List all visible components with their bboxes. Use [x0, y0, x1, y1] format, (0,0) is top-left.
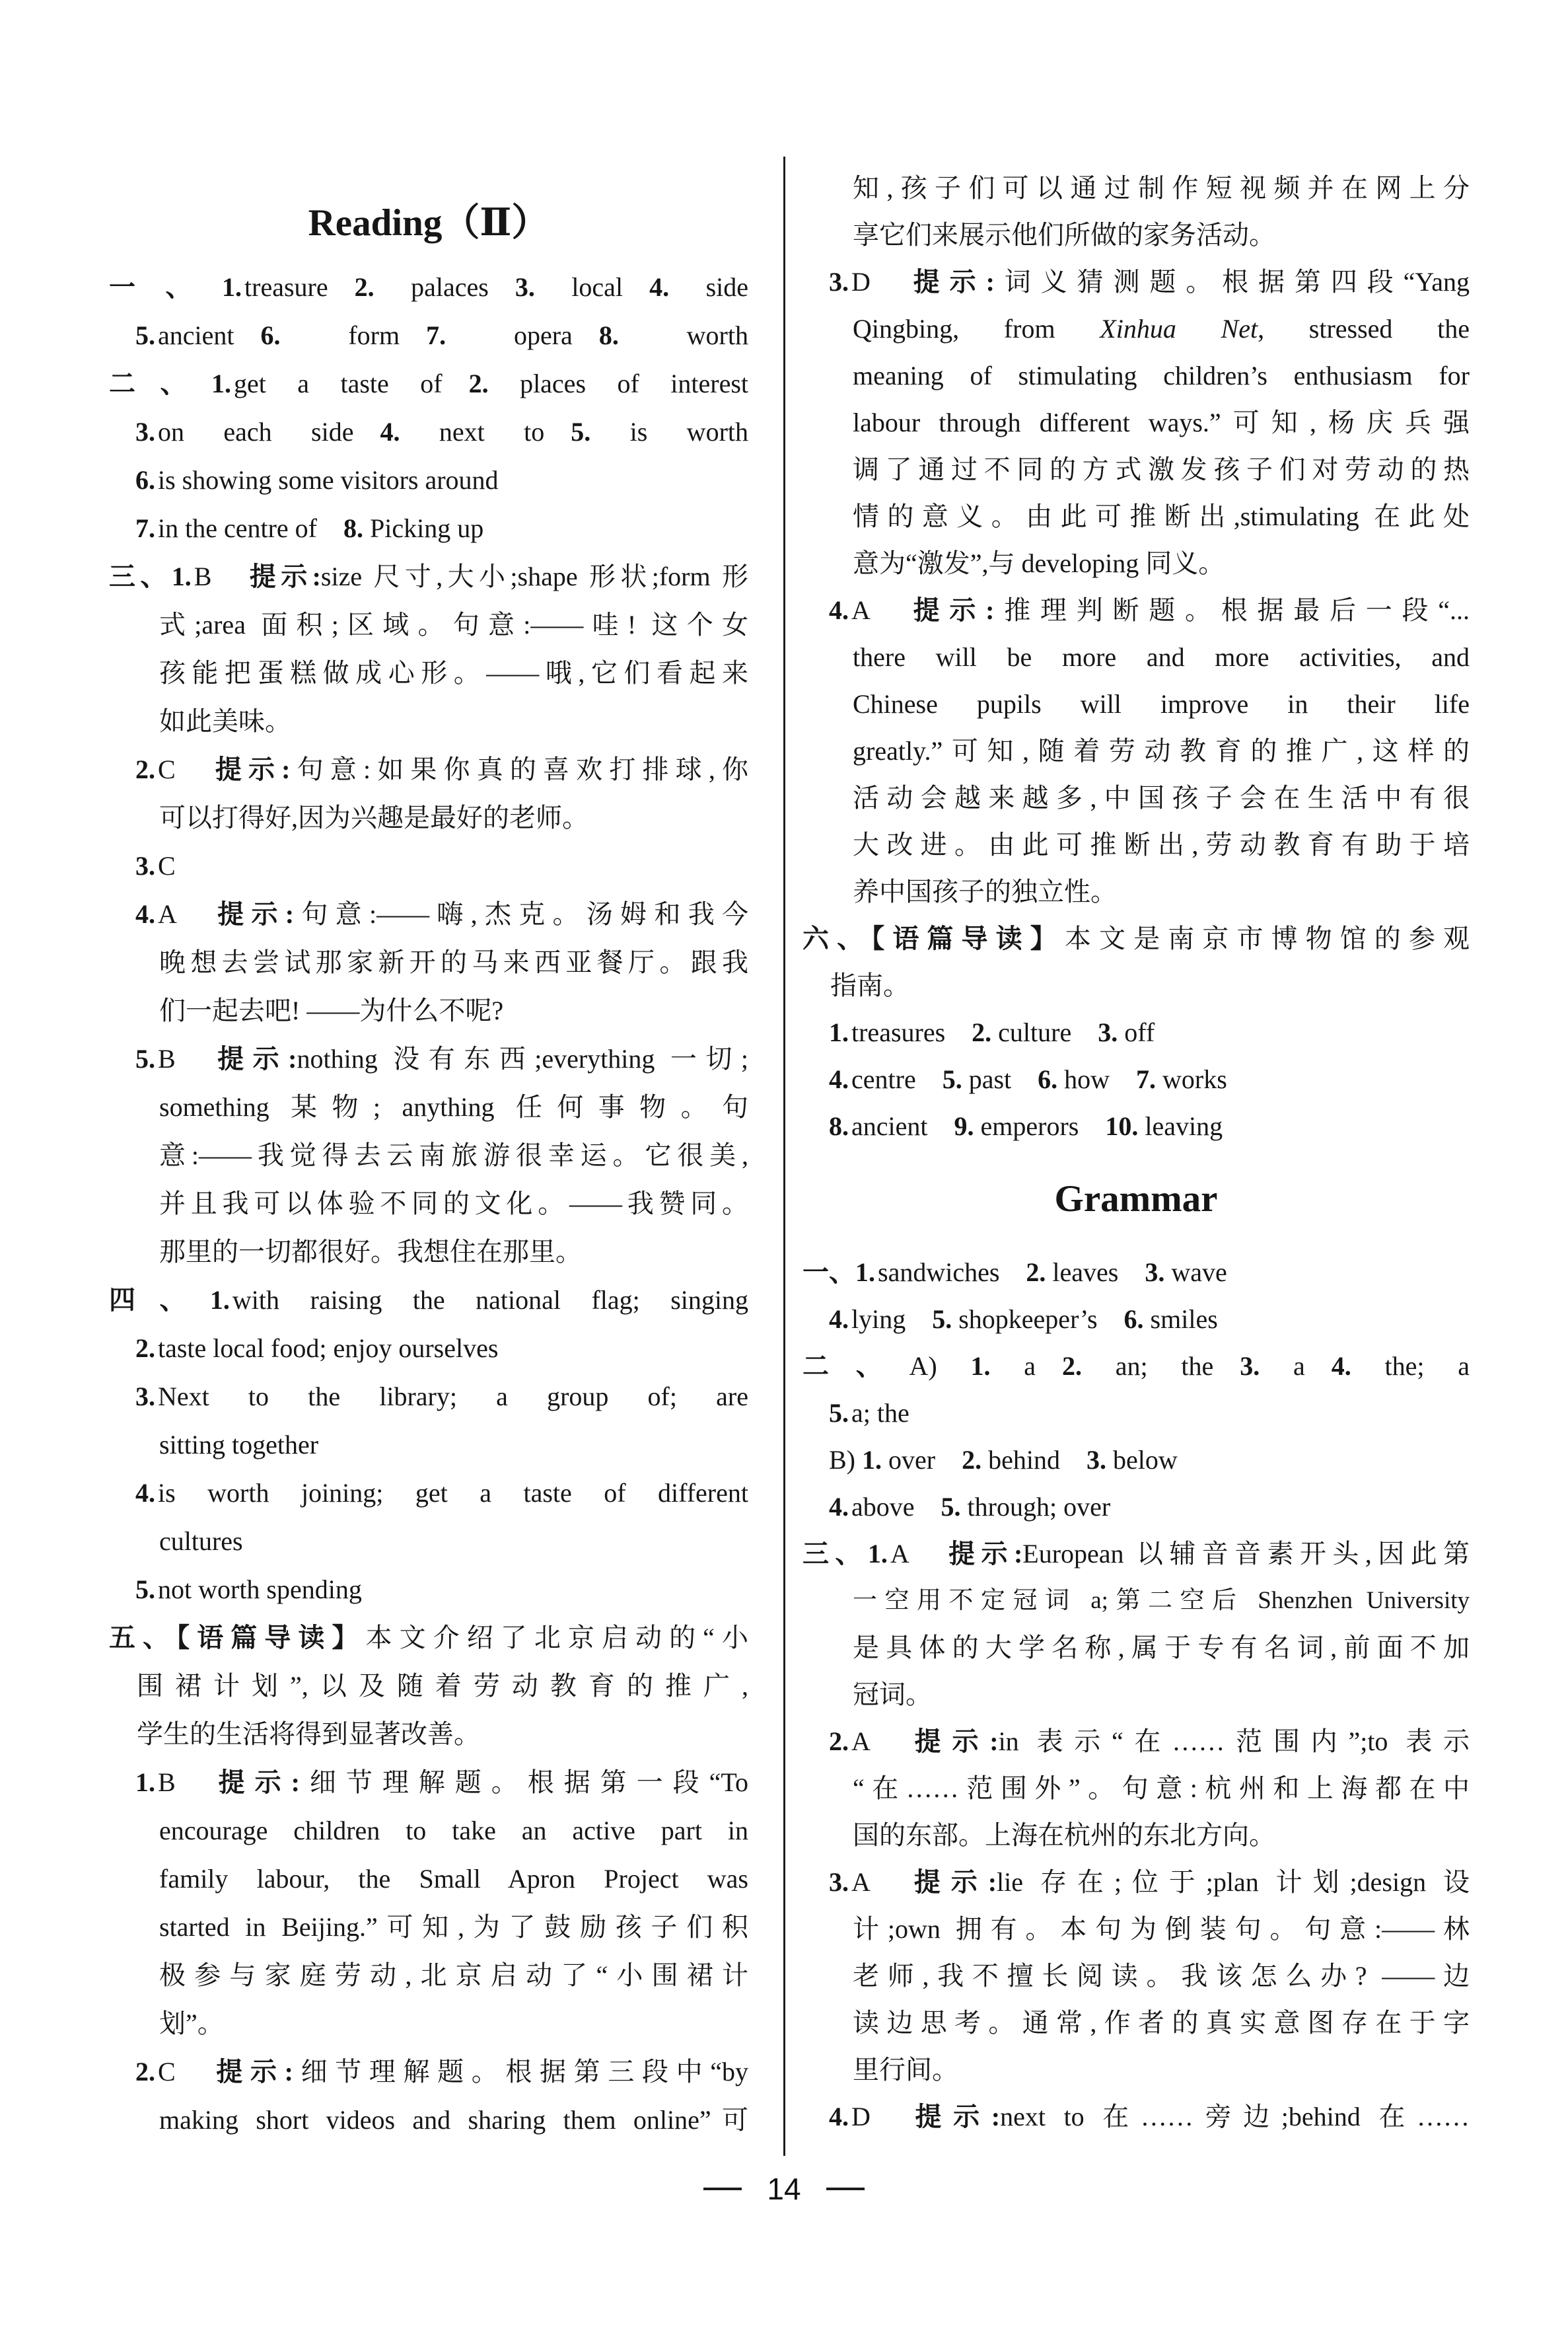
section-marker: 六、: [802, 924, 872, 953]
text-segment: 享它们来展示他们所做的家务活动。: [853, 220, 1275, 250]
text-segment: 如此美味。: [159, 706, 291, 736]
item-number: 4.: [135, 1478, 155, 1508]
text-line: [802, 587, 1470, 634]
text-segment: in 表示“在……范围内”;to 表示: [998, 1726, 1470, 1756]
text-segment: off: [1118, 1017, 1155, 1047]
text-segment: form: [280, 320, 427, 350]
section-marker: 一、: [802, 1257, 855, 1287]
text-line: [802, 1436, 1470, 1483]
text-line: [802, 774, 1470, 821]
hint-label: 提示:: [913, 1867, 997, 1897]
hint-label: 提示:: [249, 562, 321, 591]
hint-label: 提示:: [915, 2102, 1001, 2131]
text-segment: 情的意义。由此可推断出,stimulating 在此处: [853, 501, 1470, 531]
text-line: [802, 1389, 1470, 1436]
text-segment: C: [158, 2057, 217, 2086]
text-line: [802, 1905, 1470, 1952]
column-left: [109, 187, 748, 2144]
text-segment: making short videos and sharing them online”可: [159, 2105, 748, 2135]
text-line: [109, 986, 748, 1035]
item-number: 5.: [135, 1044, 155, 1074]
text-segment: 活动会越来越多,中国孩子会在生活中有很: [853, 783, 1470, 813]
section-marker: 五、: [109, 1623, 177, 1652]
text-segment: 并且我可以体验不同的文化。——我赞同。: [159, 1189, 748, 1218]
text-segment: on each side: [158, 417, 380, 447]
text-segment: leaves: [1046, 1257, 1145, 1287]
inline-number: 3.: [515, 272, 535, 302]
text-segment: something 某物; anything 任何事物。句: [159, 1092, 748, 1122]
text-segment: , stressed the: [1258, 314, 1470, 344]
column-right-lines-bottom: [802, 1249, 1470, 2140]
item-number: 3.: [829, 267, 849, 297]
text-line: [109, 842, 748, 890]
text-segment: behind: [981, 1445, 1087, 1475]
inline-number: 3.: [1145, 1257, 1165, 1287]
column-divider: [783, 157, 785, 2156]
text-segment: 句意:——嗨,杰克。汤姆和我今: [294, 899, 748, 929]
text-segment: 本文是南京市博物馆的参观: [1064, 924, 1470, 953]
text-segment: not worth spending: [158, 1574, 362, 1604]
text-line: [109, 359, 748, 408]
text-segment: local: [534, 272, 650, 302]
text-segment: D: [851, 2102, 915, 2131]
text-line: [109, 1517, 748, 1565]
inline-number: 5.: [942, 1064, 962, 1094]
text-segment: the; a: [1351, 1351, 1470, 1381]
text-segment: nothing 没有东西;everything 一切;: [297, 1044, 748, 1074]
text-segment: taste local food; enjoy ourselves: [158, 1333, 499, 1363]
text-segment: 调了通过不同的方式激发孩子们对劳动的热: [853, 455, 1470, 484]
text-segment: past: [962, 1064, 1038, 1094]
text-segment: 养中国孩子的独立性。: [853, 877, 1117, 906]
text-segment: 划”。: [159, 2009, 224, 2038]
item-number: 1.: [135, 1767, 155, 1797]
item-number: 3.: [829, 1867, 849, 1897]
hint-label: 提示:: [913, 267, 995, 297]
text-segment: 读边思考。通常,作者的真实意图存在于字: [853, 2008, 1470, 2038]
hint-label: 提示:: [217, 1044, 297, 1074]
text-line: [802, 1009, 1470, 1056]
text-segment: 本文介绍了北京启动的“小: [365, 1623, 748, 1652]
inline-number: 3.: [1098, 1017, 1118, 1047]
text-line: [802, 1765, 1470, 1812]
text-line: [109, 1372, 748, 1421]
text-segment: 们一起去吧! ——为什么不呢?: [159, 996, 504, 1025]
section-title-reading: Reading（Ⅱ）: [308, 202, 550, 244]
item-number: 3.: [135, 417, 155, 447]
text-line: [802, 211, 1470, 258]
inline-number: 8.: [343, 513, 363, 543]
inline-number: 2.: [972, 1017, 992, 1047]
text-segment: 式;area 面积;区域。句意:——哇! 这个女: [159, 610, 748, 640]
text-segment: wave: [1164, 1257, 1227, 1287]
text-segment: C: [158, 851, 176, 881]
text-segment: started in Beijing.”可知,为了鼓励孩子们积: [159, 1912, 748, 1942]
text-segment: Qingbing, from: [853, 314, 1100, 344]
text-line: [802, 1103, 1470, 1150]
text-segment: places of interest: [488, 369, 748, 398]
text-line: [109, 456, 748, 504]
text-line: [802, 1718, 1470, 1765]
text-segment: worth: [618, 320, 748, 350]
text-segment: B: [194, 562, 250, 591]
text-line: [802, 1624, 1470, 1671]
text-line: [109, 1035, 748, 1083]
text-segment: an; the: [1082, 1351, 1240, 1381]
text-line: [109, 1565, 748, 1613]
text-line: [109, 1276, 748, 1324]
text-segment: is worth joining; get a taste of different: [158, 1478, 748, 1508]
text-segment: B: [158, 1767, 219, 1797]
item-number: 2.: [829, 1726, 849, 1756]
inline-number: 7.: [426, 320, 446, 350]
text-segment: Chinese pupils will improve in their life: [853, 689, 1470, 719]
text-segment: 计;own 拥有。本句为倒装句。句意:——林: [853, 1914, 1470, 1944]
text-line: [802, 258, 1470, 305]
text-line: [109, 697, 748, 745]
text-segment: greatly.”可知,随着劳动教育的推广,这样的: [853, 736, 1470, 766]
text-line: [109, 311, 748, 359]
section-marker: 三、: [109, 562, 172, 591]
text-segment: treasures: [851, 1017, 972, 1047]
text-segment: A: [851, 595, 913, 625]
item-number: 1.: [855, 1257, 875, 1287]
italic-text: Xinhua Net: [1100, 314, 1258, 344]
text-segment: A: [158, 899, 218, 929]
text-line: [109, 1228, 748, 1276]
inline-number: 5.: [571, 417, 591, 447]
text-segment: 里行间。: [853, 2055, 958, 2085]
item-number: 1.: [829, 1017, 849, 1047]
text-segment: smiles: [1143, 1304, 1218, 1334]
item-number: 4.: [829, 1064, 849, 1094]
text-segment: next to 在……旁边;behind 在……: [1000, 2102, 1470, 2131]
text-line: [802, 2046, 1470, 2093]
text-segment: 极参与家庭劳动,北京启动了“小围裙计: [159, 1960, 748, 1990]
text-line: [802, 1859, 1470, 1905]
text-line: [802, 1343, 1470, 1389]
item-number: 1.: [211, 369, 231, 398]
hint-label: 提示:: [217, 899, 295, 929]
text-segment: above: [851, 1492, 941, 1522]
item-number: 4.: [829, 2102, 849, 2131]
inline-number: 10.: [1105, 1111, 1139, 1141]
inline-number: 6.: [1123, 1304, 1144, 1334]
text-segment: 学生的生活将得到显著改善。: [137, 1719, 480, 1749]
text-segment: Picking up: [363, 513, 484, 543]
text-segment: 大改进。由此可推断出,劳动教育有助于培: [853, 830, 1470, 860]
text-line: [109, 1758, 748, 1806]
text-line: [109, 1179, 748, 1228]
text-line: [109, 601, 748, 649]
text-segment: A): [909, 1351, 971, 1381]
text-line: [802, 868, 1470, 915]
item-number: 1.: [867, 1539, 888, 1568]
text-segment: 一空用不定冠词 a;第二空后 Shenzhen University: [853, 1587, 1470, 1614]
item-number: 3.: [135, 1382, 155, 1411]
text-line: [802, 634, 1470, 681]
text-line: [109, 890, 748, 938]
text-segment: 意:——我觉得去云南旅游很幸运。它很美,: [159, 1140, 748, 1170]
text-segment: 意为“激发”,与 developing 同义。: [853, 548, 1225, 578]
text-segment: “在……范围外”。句意:杭州和上海都在中: [853, 1773, 1470, 1803]
text-line: [802, 1296, 1470, 1343]
item-number: 5.: [829, 1398, 849, 1428]
text-segment: opera: [446, 320, 599, 350]
text-segment: is showing some visitors around: [158, 465, 499, 495]
text-line: [109, 1999, 748, 2048]
hint-label: 【语篇导读】: [871, 924, 1065, 953]
text-segment: sitting together: [159, 1430, 319, 1459]
footer-dash-left-icon: [703, 2188, 742, 2190]
text-segment: lie 存在;位于;plan 计划;design 设: [997, 1867, 1470, 1897]
section-marker: 二、: [109, 369, 211, 398]
inline-number: 5.: [941, 1492, 961, 1522]
text-line: [802, 540, 1470, 587]
hint-label: 提示:: [216, 2057, 293, 2086]
inline-number: 4.: [649, 272, 670, 302]
text-segment: treasure: [244, 272, 355, 302]
text-line: [802, 352, 1470, 399]
text-line: [802, 1483, 1470, 1530]
inline-number: 6.: [1038, 1064, 1058, 1094]
text-segment: 句意:如果你真的喜欢打排球,你: [290, 755, 748, 784]
item-number: 2.: [135, 1333, 155, 1363]
text-segment: palaces: [374, 272, 515, 302]
item-number: 6.: [135, 465, 155, 495]
text-line: [109, 938, 748, 986]
text-line: [109, 552, 748, 601]
section-marker: 一、: [109, 272, 223, 302]
text-line: [109, 1083, 748, 1131]
section-marker: 四、: [109, 1285, 210, 1315]
column-left-lines: [109, 263, 748, 2144]
text-segment: 围裙计划”,以及随着劳动教育的推广,: [137, 1671, 748, 1701]
text-line: [802, 2093, 1470, 2140]
text-line: [802, 681, 1470, 727]
text-line: [802, 962, 1470, 1009]
text-segment: 国的东部。上海在杭州的东北方向。: [853, 1820, 1275, 1850]
text-segment: get a taste of: [233, 369, 469, 398]
section-marker: 二、: [802, 1351, 909, 1381]
text-segment: a; the: [851, 1398, 909, 1428]
text-segment: there will be more and more activities, and: [853, 642, 1470, 672]
text-line: [802, 1952, 1470, 1999]
text-segment: labour through different ways.”可知,杨庆兵强: [853, 408, 1470, 437]
text-segment: emperors: [974, 1111, 1106, 1141]
text-segment: ancient: [851, 1111, 954, 1141]
text-segment: next to: [400, 417, 571, 447]
footer-dash-right-icon: [826, 2188, 865, 2190]
item-number: 2.: [135, 755, 155, 784]
inline-number: 2.: [1026, 1257, 1046, 1287]
text-line: [802, 727, 1470, 774]
text-line: [109, 1469, 748, 1517]
text-segment: meaning of stimulating children’s enthusiasm for: [853, 361, 1470, 390]
text-line: [109, 1613, 748, 1662]
inline-number: 7.: [1136, 1064, 1157, 1094]
text-segment: D: [851, 267, 913, 297]
text-segment: how: [1057, 1064, 1137, 1094]
text-line: [802, 1999, 1470, 2046]
column-right-lines-top: [802, 165, 1470, 1150]
item-number: 4.: [829, 595, 849, 625]
item-number: 7.: [135, 513, 155, 543]
text-line: [109, 2048, 748, 2096]
text-segment: 孩能把蛋糕做成心形。——哦,它们看起来: [159, 658, 748, 688]
item-number: 8.: [829, 1111, 849, 1141]
hint-label: 提示:: [914, 1726, 999, 1756]
text-segment: shopkeeper’s: [952, 1304, 1124, 1334]
text-segment: 那里的一切都很好。我想住在那里。: [159, 1237, 582, 1267]
text-line: [802, 1577, 1470, 1624]
text-segment: 是具体的大学名称,属于专有名词,前面不加: [853, 1633, 1470, 1662]
text-segment: 细节理解题。根据第一段“To: [299, 1767, 748, 1797]
text-line: [109, 1855, 748, 1903]
text-line: [802, 821, 1470, 868]
text-segment: B): [829, 1445, 862, 1475]
text-segment: C: [158, 755, 215, 784]
section-title-grammar: Grammar: [1054, 1178, 1218, 1220]
text-line: [109, 1662, 748, 1710]
inline-number: 3.: [1086, 1445, 1106, 1475]
text-line: [802, 1056, 1470, 1103]
text-line: [109, 793, 748, 842]
text-segment: size 尺寸,大小;shape 形状;form 形: [320, 562, 748, 591]
text-line: [802, 399, 1470, 446]
inline-number: 5.: [932, 1304, 952, 1334]
text-segment: a: [990, 1351, 1062, 1381]
inline-number: 4.: [1331, 1351, 1351, 1381]
text-segment: below: [1106, 1445, 1178, 1475]
text-segment: lying: [851, 1304, 933, 1334]
text-segment: 冠词。: [853, 1679, 932, 1709]
inline-number: 6.: [260, 320, 281, 350]
text-line: [109, 1710, 748, 1758]
hint-label: 提示:: [215, 755, 291, 784]
text-segment: 词义猜测题。根据第四段“Yang: [994, 267, 1470, 297]
text-segment: cultures: [159, 1526, 243, 1556]
text-line: [109, 263, 748, 311]
text-line: [109, 1903, 748, 1951]
item-number: 4.: [135, 899, 155, 929]
inline-number: 1.: [862, 1445, 882, 1475]
page-footer: [0, 2169, 1568, 2209]
text-segment: through; over: [960, 1492, 1111, 1522]
text-line: [802, 1671, 1470, 1718]
item-number: 1.: [209, 1285, 230, 1315]
page-number: 14: [767, 2172, 801, 2206]
text-segment: 细节理解题。根据第三段中“by: [293, 2057, 748, 2086]
item-number: 4.: [829, 1304, 849, 1334]
item-number: 2.: [135, 2057, 155, 2086]
text-line: [109, 1421, 748, 1469]
text-segment: 推理判断题。根据最后一段“...: [994, 595, 1470, 625]
hint-label: 【语篇导读】: [176, 1623, 366, 1652]
text-segment: in the centre of: [158, 513, 343, 543]
text-line: [802, 165, 1470, 211]
item-number: 5.: [135, 320, 155, 350]
text-segment: ancient: [158, 320, 261, 350]
text-line: [109, 649, 748, 697]
text-line: [109, 1324, 748, 1372]
item-number: 3.: [135, 851, 155, 881]
text-line: [802, 1249, 1470, 1296]
inline-number: 2.: [468, 369, 489, 398]
inline-number: 4.: [380, 417, 400, 447]
text-line: [109, 504, 748, 552]
text-segment: is worth: [590, 417, 748, 447]
text-segment: culture: [991, 1017, 1098, 1047]
inline-number: 2.: [962, 1445, 982, 1475]
text-line: [802, 493, 1470, 540]
item-number: 5.: [135, 1574, 155, 1604]
inline-number: 2.: [354, 272, 374, 302]
inline-number: 2.: [1062, 1351, 1082, 1381]
text-segment: European 以辅音音素开头,因此第: [1022, 1539, 1470, 1568]
inline-number: 1.: [970, 1351, 991, 1381]
text-line: [802, 1812, 1470, 1859]
text-segment: sandwiches: [878, 1257, 1026, 1287]
item-number: 1.: [222, 272, 242, 302]
text-segment: a: [1260, 1351, 1332, 1381]
item-number: 1.: [171, 562, 192, 591]
text-line: [802, 1530, 1470, 1577]
text-line: [109, 1131, 748, 1179]
text-line: [802, 446, 1470, 493]
text-line: [109, 1951, 748, 1999]
hint-label: 提示:: [913, 595, 995, 625]
text-line: [802, 305, 1470, 352]
inline-number: 3.: [1240, 1351, 1260, 1381]
text-segment: 老师,我不擅长阅读。我该怎么办? ——边: [853, 1961, 1470, 1991]
inline-number: 9.: [954, 1111, 974, 1141]
hint-label: 提示:: [948, 1539, 1023, 1568]
text-segment: family labour, the Small Apron Project was: [159, 1864, 748, 1894]
text-segment: 指南。: [830, 971, 909, 1000]
text-segment: leaving: [1138, 1111, 1223, 1141]
item-number: 4.: [829, 1492, 849, 1522]
text-segment: Next to the library; a group of; are: [158, 1382, 748, 1411]
text-segment: side: [669, 272, 748, 302]
text-segment: over: [882, 1445, 962, 1475]
text-segment: A: [890, 1539, 949, 1568]
text-segment: 晚想去尝试那家新开的马来西亚餐厅。跟我: [159, 947, 748, 977]
text-segment: centre: [851, 1064, 943, 1094]
text-segment: B: [158, 1044, 218, 1074]
section-marker: 三、: [802, 1539, 868, 1568]
text-line: [109, 1806, 748, 1855]
text-segment: with raising the national flag; singing: [232, 1285, 748, 1315]
text-line: [109, 2096, 748, 2144]
text-segment: encourage children to take an active part in: [159, 1816, 748, 1845]
text-segment: 可以打得好,因为兴趣是最好的老师。: [159, 803, 588, 832]
text-line: [109, 408, 748, 456]
text-line: [802, 915, 1470, 962]
text-segment: works: [1156, 1064, 1227, 1094]
hint-label: 提示:: [218, 1767, 300, 1797]
text-line: [109, 745, 748, 793]
inline-number: 8.: [598, 320, 619, 350]
column-right: [802, 165, 1470, 2140]
text-segment: A: [851, 1726, 915, 1756]
text-segment: 知,孩子们可以通过制作短视频并在网上分: [853, 173, 1470, 203]
text-segment: A: [851, 1867, 914, 1897]
